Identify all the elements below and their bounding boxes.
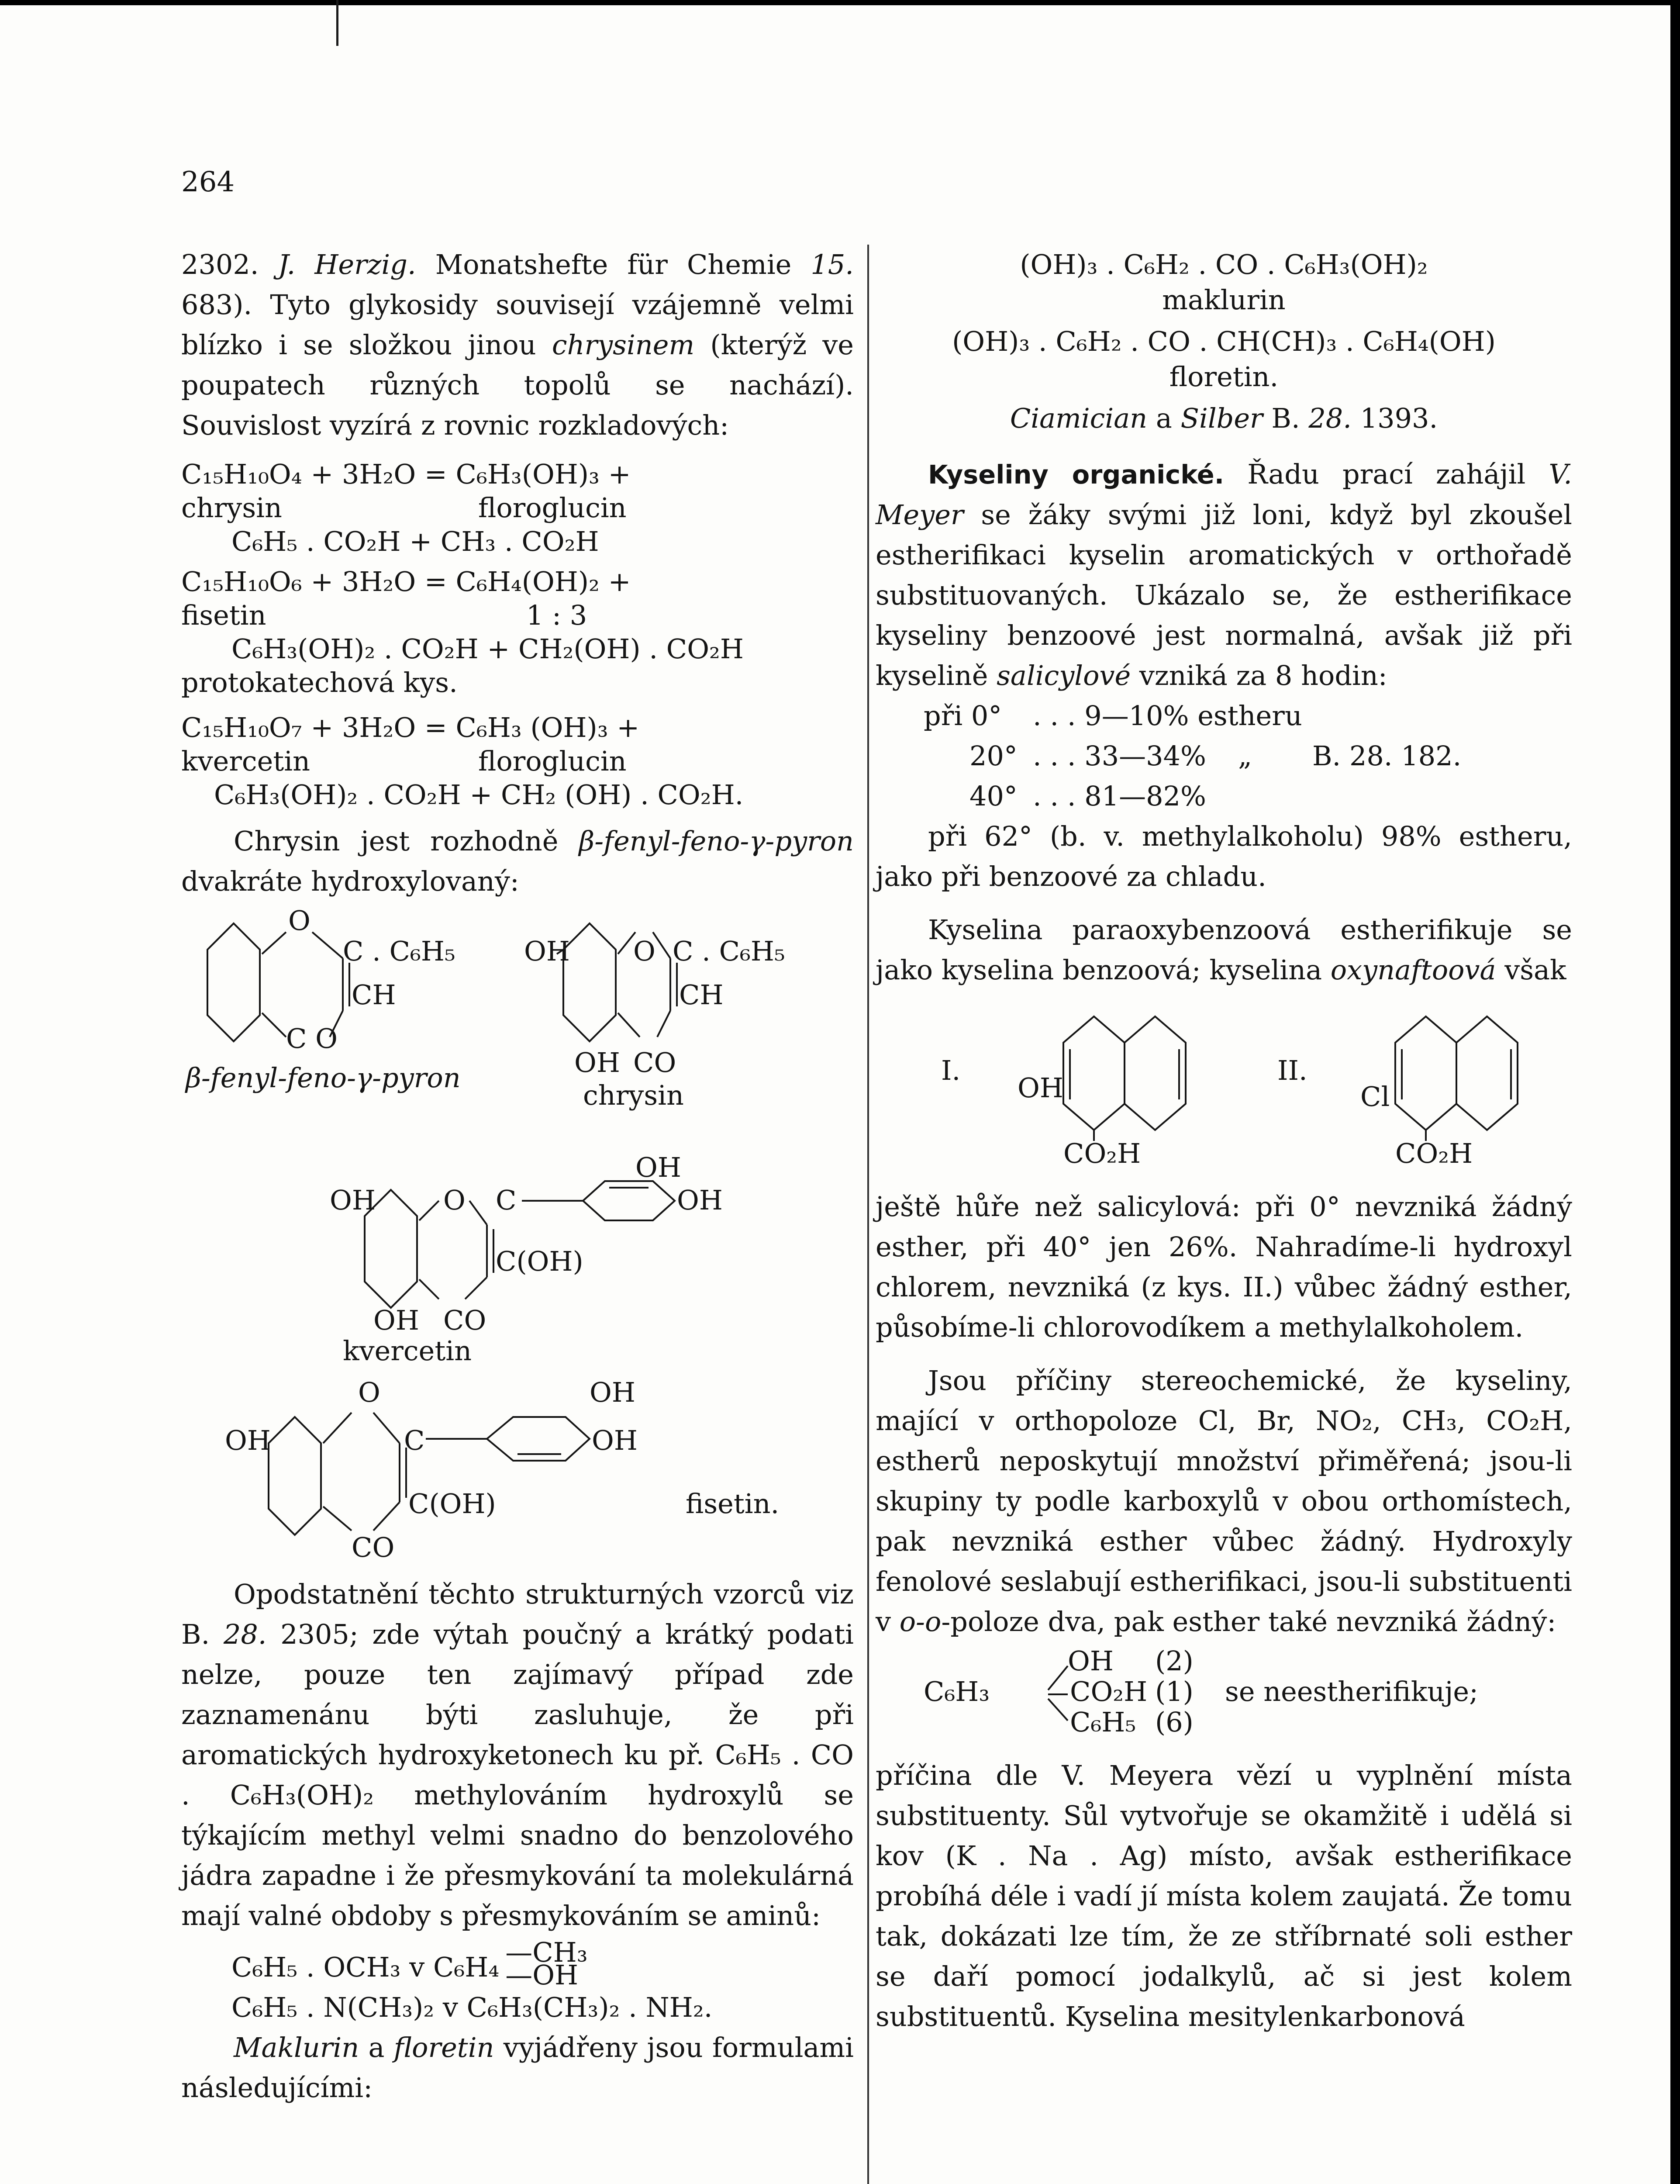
structure-fenyl-feno-pyron-and-chrysin [181, 906, 854, 1151]
paragraph-maklurin: Maklurin a floretin vyjádřeny jsou formulami následujícími: [181, 2032, 854, 2104]
esterification-table: při 0° . . . 9—10% estheru 20° . . . 33—34% „ B. 28. 182. 40° . . . 81—82% [924, 700, 1462, 812]
n1-oh: OH [1018, 1072, 1063, 1104]
structure-oxynaftoova [876, 995, 1572, 1182]
s3-oh-right: OH [677, 1184, 723, 1216]
s3-oh-bottom: OH [373, 1304, 419, 1336]
label-ii: II. [1277, 1054, 1307, 1086]
right-column [876, 245, 1572, 2037]
label-kvercetin: kvercetin [181, 745, 310, 777]
n1-co2h: CO₂H [1063, 1137, 1141, 1169]
s4-caption: fisetin. [686, 1488, 780, 1520]
s1-oxygen: O [288, 906, 310, 936]
paragraph-opodstatneni: Opodstatnění těchto strukturných vzorců viz B. 28. 2305; zde výtah poučný a krátký podati nelze, pouze ten zajímavý případ zde zaznamenánu býti zasluhuje, že při aromatických hydroxyketonech ku př. C₆H₅ . CO . C₆H₃(OH)₂ methylováním hydroxylů se týkajícím methyl velmi snadno do benzolového jádra zapadne i že přesmykování ta molekulárná mají valné obdoby s přesmykováním se aminů: [181, 1578, 854, 1932]
s3-caption: kvercetin [343, 1335, 472, 1367]
ms-n6: (6) [1155, 1706, 1194, 1738]
scan-mark [336, 0, 338, 46]
s2-carbonyl: CO [633, 1047, 676, 1078]
formula-floretin: (OH)₃ . C₆H₂ . CO . CH(CH)₃ . C₆H₄(OH) [952, 325, 1496, 357]
paragraph-paraoxybenzoova: Kyselina paraoxybenzoová estherifikuje se jako kyselina benzoová; kyselina oxynaftoová však [876, 914, 1572, 986]
s2-ch: CH [679, 979, 724, 1011]
label-floroglucin-2: floroglucin [478, 745, 627, 777]
ms-n1: (1) [1155, 1676, 1194, 1707]
paragraph-chrysin: Chrysin jest rozhodně β-fenyl-feno-γ-pyron dvakráte hydroxylovaný: [181, 825, 854, 897]
s3-oh-top: OH [635, 1155, 681, 1183]
formula-dimethylanilin: C₆H₅ . N(CH₃)₂ v C₆H₃(CH₃)₂ . NH₂. [231, 1991, 713, 2023]
n2-co2h: CO₂H [1395, 1137, 1473, 1169]
ms-oh: OH [1068, 1646, 1114, 1677]
s1-caption: β-fenyl-feno-γ-pyron [186, 1062, 461, 1094]
formula-maklurin: (OH)₃ . C₆H₂ . CO . C₆H₃(OH)₂ [1020, 249, 1428, 280]
equation-chrysin: C₁₅H₁₀O₄ + 3H₂O = C₆H₃(OH)₃ + [181, 458, 631, 490]
s4-carbonyl: CO [352, 1531, 395, 1563]
entry-2302: 2302. J. Herzig. Monatshefte für Chemie 15. 683). Tyto glykosidy souvisejí vzájemně velmi blízko i se složkou jinou chrysinem (kterýž ve poupatech různých topolů se nachází). Souvislost vyzírá z rovnic rozkladových: [181, 249, 854, 441]
s3-oh-left: OH [330, 1184, 376, 1216]
s4-carbon: C [404, 1424, 425, 1456]
s2-oh-bottom: OH [574, 1047, 620, 1078]
label-chrysin: chrysin [181, 492, 282, 524]
scan-edge-right [1670, 0, 1680, 2184]
label-i: I. [941, 1054, 961, 1086]
structure-fisetin [181, 1378, 854, 1570]
s1-phenyl-carbon: C . C₆H₅ [343, 935, 455, 967]
equation-fisetin: C₁₅H₁₀O₆ + 3H₂O = C₆H₄(OH)₂ + [181, 566, 631, 598]
paragraph-pricina: příčina dle V. Meyera vězí u vyplnění místa substituenty. Sůl vytvořuje se okamžitě i udělá si kov (K . Na . Ag) místo, avšak estherifikace probíhá déle i vadí jí místa kolem zaujatá. Že tomu tak, dokázati lze tím, že ze stříbrnaté soli esther se daří pomocí jodalkylů, ač si jest kolem substituentů. Kyselina mesitylenkarbonová [876, 1759, 1572, 2032]
ms-n2: (2) [1155, 1646, 1194, 1677]
paragraph-kyseliny-organicke: Kyseliny organické. Řadu prací zahájil V. Meyer se žáky svými již loni, když byl zkoušel estherifikaci kyselin aromatických v orthořadě substituovaných. Ukázalo se, že estherifikace kyseliny benzoové jest normalná, avšak již při kyselině salicylové vzniká za 8 hodin: [876, 458, 1572, 691]
left-column [181, 245, 854, 2108]
n2-cl: Cl [1360, 1081, 1390, 1113]
s2-phenyl-carbon: C . C₆H₅ [673, 935, 785, 967]
label-floretin: floretin. [1169, 361, 1279, 393]
label-floroglucin: floroglucin [478, 492, 627, 524]
ms-base: C₆H₃ [924, 1676, 990, 1707]
equation-kvercetin: C₁₅H₁₀O₇ + 3H₂O = C₆H₃ (OH)₃ + [181, 712, 640, 743]
section-heading: Kyseliny organické. [928, 460, 1225, 490]
label-ratio: 1 : 3 [526, 599, 587, 631]
ms-c6h5: C₆H₅ [1070, 1706, 1136, 1738]
s3-coh: C(OH) [496, 1245, 583, 1277]
ms-note: se neestherifikuje; [1225, 1676, 1479, 1707]
equation-products-2: C₆H₃(OH)₂ . CO₂H + CH₂(OH) . CO₂H [231, 633, 744, 665]
structure-kvercetin [181, 1155, 854, 1373]
s3-carbon: C [496, 1184, 517, 1216]
label-protokatechova: protokatechová kys. [181, 667, 458, 698]
s4-coh: C(OH) [408, 1488, 496, 1520]
s1-ch: CH [352, 979, 396, 1011]
s2-caption: chrysin [583, 1079, 684, 1111]
reference-ciamician: Ciamician a Silber B. 28. 1393. [1010, 402, 1438, 434]
paragraph-stereochemicke: Jsou příčiny stereochemické, že kyseliny, mající v orthopoloze Cl, Br, NO₂, CH₃, CO₂H, estherů neposkytují množství přiměřená; jsou-li skupiny ty podle karboxylů v obou orthomístech, pak nevzniká esther vůbec žádný. Hydroxyly fenolové seslabují estherifikaci, jsou-li substituenti v o-o-poloze dva, pak esther také nevzniká žádný: [876, 1365, 1572, 1638]
paragraph-62-degrees: při 62° (b. v. methylalkoholu) 98% estheru, jako při benzoové za chladu. [876, 820, 1572, 892]
s2-oxygen: O [633, 935, 655, 967]
s3-carbonyl: CO [443, 1304, 486, 1336]
column-divider [867, 245, 869, 2184]
s4-oh-left: OH [225, 1424, 271, 1456]
equation-products-3: C₆H₃(OH)₂ . CO₂H + CH₂ (OH) . CO₂H. [214, 779, 744, 811]
scan-edge-top [0, 0, 1680, 5]
label-maklurin: maklurin [1162, 284, 1286, 316]
s2-oh-left: OH [524, 935, 570, 967]
label-fisetin: fisetin [181, 599, 266, 631]
structure-substituted-benzoic [876, 1646, 1572, 1751]
s3-oxygen: O [443, 1184, 466, 1216]
s4-oxygen: O [358, 1378, 380, 1408]
s4-oh-right: OH [592, 1424, 638, 1456]
formula-anisol: C₆H₅ . OCH₃ v C₆H₄ —CH₃ —OH [231, 1936, 588, 1991]
ms-co2h: CO₂H [1070, 1676, 1148, 1707]
s4-oh-top: OH [590, 1378, 635, 1408]
paragraph-hure-nez-salicylova: ještě hůře než salicylová: při 0° nevzniká žádný esther, při 40° jen 26%. Nahradíme-li hydroxyl chlorem, nevzniká (z kys. II.) vůbec žádný esther, působíme-li chlorovodíkem a methylalkoholem. [876, 1191, 1572, 1343]
s1-carbonyl: C O [286, 1023, 338, 1054]
page-number: 264 [181, 166, 235, 198]
equation-products-1: C₆H₅ . CO₂H + CH₃ . CO₂H [231, 525, 599, 557]
